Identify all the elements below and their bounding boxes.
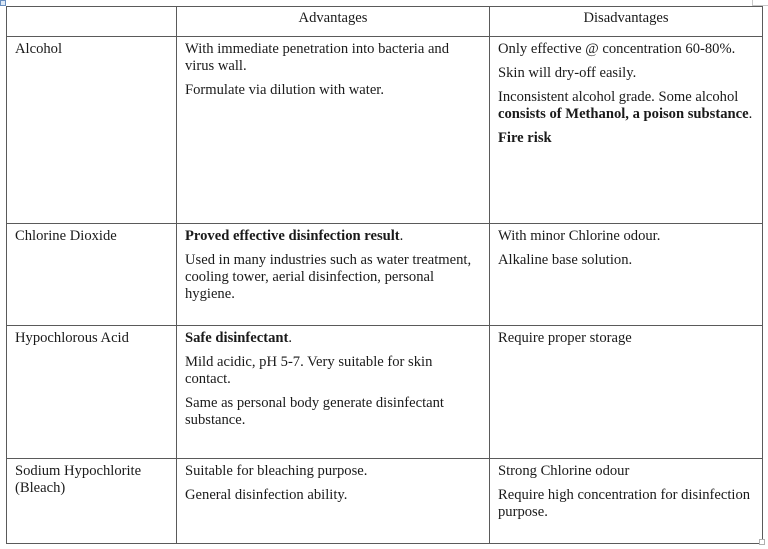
table-row — [7, 459, 763, 544]
cell-paragraph — [185, 487, 481, 504]
cell-paragraph — [185, 228, 481, 245]
substance-cell: Chlorine Dioxide — [7, 224, 177, 326]
table-header-row — [7, 7, 763, 37]
advantages-cell — [177, 326, 490, 459]
text: . — [748, 106, 753, 122]
text: Suitable for bleaching purpose. — [185, 463, 368, 479]
cell-paragraph — [185, 252, 481, 303]
table-row — [7, 224, 763, 326]
substance-cell: Hypochlorous Acid — [7, 326, 177, 459]
bold-text: Fire risk — [498, 130, 552, 146]
text: Mild acidic, pH 5-7. Very suitable for skin contact. — [185, 354, 433, 387]
disadvantages-cell — [490, 459, 763, 544]
text: . — [288, 330, 293, 346]
text: General disinfection ability. — [185, 487, 348, 503]
text: Require proper storage — [498, 330, 632, 346]
header-disadvantages: Disadvantages — [490, 7, 763, 37]
table-row — [7, 37, 763, 224]
cell-paragraph — [498, 487, 754, 521]
cell-paragraph — [185, 82, 481, 99]
cell-paragraph — [498, 463, 754, 480]
substance-cell: Alcohol — [7, 37, 177, 224]
text: Only effective @ concentration 60-80%. — [498, 41, 736, 57]
cell-paragraph — [185, 330, 481, 347]
cell-paragraph — [185, 354, 481, 388]
cell-paragraph — [498, 252, 754, 269]
cell-paragraph — [185, 463, 481, 480]
text: Formulate via dilution with water. — [185, 82, 385, 98]
disinfectant-comparison-table — [6, 6, 763, 544]
text: Same as personal body generate disinfectant substance. — [185, 395, 444, 428]
bold-text: Proved effective disinfection result — [185, 228, 400, 244]
text: Used in many industries such as water treatment, cooling tower, aerial disinfection, personal hygiene. — [185, 252, 472, 302]
text: Skin will dry-off easily. — [498, 65, 637, 81]
disadvantages-cell — [490, 326, 763, 459]
header-substance — [7, 7, 177, 37]
cell-paragraph — [498, 130, 754, 147]
text: With immediate penetration into bacteria and virus wall. — [185, 41, 450, 74]
cell-paragraph — [498, 228, 754, 245]
table-row — [7, 326, 763, 459]
bold-text: consists of Methanol, a poison substance — [498, 106, 749, 122]
text: Inconsistent alcohol grade. Some alcohol — [498, 89, 739, 105]
advantages-cell — [177, 37, 490, 224]
cell-paragraph — [498, 330, 754, 347]
bold-text: Safe disinfectant — [185, 330, 289, 346]
cell-paragraph — [185, 41, 481, 75]
advantages-cell — [177, 224, 490, 326]
text: With minor Chlorine odour. — [498, 228, 661, 244]
disadvantages-cell — [490, 37, 763, 224]
text: Alkaline base solution. — [498, 252, 633, 268]
disadvantages-cell — [490, 224, 763, 326]
advantages-cell — [177, 459, 490, 544]
cell-paragraph — [498, 65, 754, 82]
substance-cell: Sodium Hypochlorite (Bleach) — [7, 459, 177, 544]
text: Require high concentration for disinfection purpose. — [498, 487, 751, 520]
text: Strong Chlorine odour — [498, 463, 630, 479]
cell-paragraph — [185, 395, 481, 429]
header-advantages: Advantages — [177, 7, 490, 37]
text: . — [399, 228, 404, 244]
table-resize-handle-icon[interactable] — [759, 539, 765, 545]
cell-paragraph — [498, 41, 754, 58]
cell-paragraph — [498, 89, 754, 123]
